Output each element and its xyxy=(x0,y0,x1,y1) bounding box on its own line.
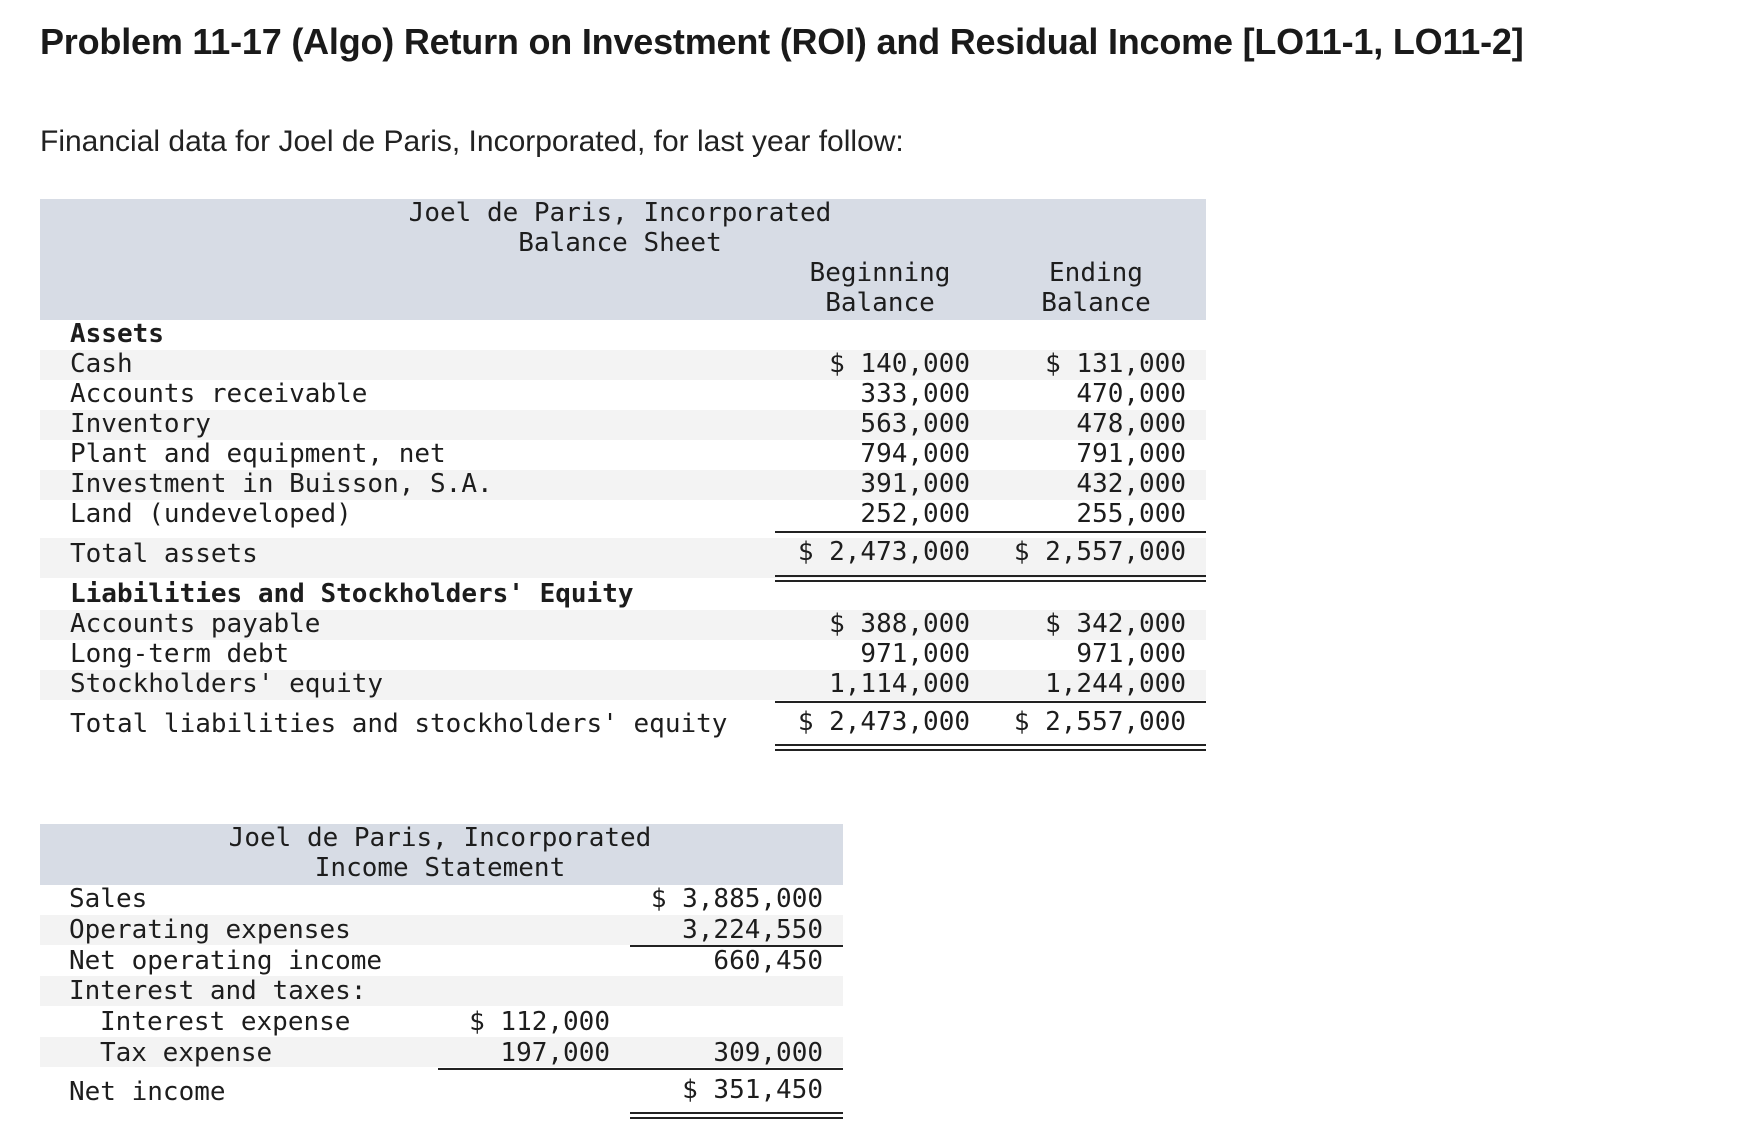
asset-label-plant-equipment: Plant and equipment, net xyxy=(70,439,446,469)
interest-expense-label: Interest expense xyxy=(100,1007,351,1037)
net-income-value: $ 351,450 xyxy=(682,1075,823,1105)
net-operating-income-label: Net operating income xyxy=(69,946,383,976)
net-operating-income-value: 660,450 xyxy=(713,946,823,976)
col-header-ending-line1: Ending xyxy=(1049,258,1143,288)
total-liabilities-beginning: $ 2,473,000 xyxy=(797,707,970,737)
asset-label-inventory: Inventory xyxy=(70,409,211,439)
col-header-beginning-line1: Beginning xyxy=(809,258,951,288)
assets-header: Assets xyxy=(70,319,164,349)
liability-beginning-stockholders-equity: 1,114,000 xyxy=(829,669,970,699)
asset-ending-inventory: 478,000 xyxy=(1076,409,1186,439)
operating-expenses-value: 3,224,550 xyxy=(682,915,823,945)
asset-label-investment-buisson: Investment in Buisson, S.A. xyxy=(70,469,493,499)
liability-beginning-accounts-payable: $ 388,000 xyxy=(829,609,970,639)
interest-expense-value: $ 112,000 xyxy=(469,1007,610,1037)
income-statement-company: Joel de Paris, Incorporated xyxy=(228,823,652,853)
asset-beginning-cash: $ 140,000 xyxy=(829,349,970,379)
liability-ending-stockholders-equity: 1,244,000 xyxy=(1045,669,1186,699)
net-income-label: Net income xyxy=(69,1077,226,1107)
asset-ending-land: 255,000 xyxy=(1076,499,1186,529)
total-assets-label: Total assets xyxy=(70,539,258,569)
double-rule-total-liabilities xyxy=(775,744,1206,751)
asset-beginning-land: 252,000 xyxy=(860,499,970,529)
interest-and-taxes-total: 309,000 xyxy=(713,1038,823,1068)
liability-label-accounts-payable: Accounts payable xyxy=(70,609,321,639)
intro-text: Financial data for Joel de Paris, Incorporated, for last year follow: xyxy=(40,125,904,158)
sales-value: $ 3,885,000 xyxy=(650,884,823,914)
subtotal-rule-assets xyxy=(775,531,1206,533)
asset-beginning-investment-buisson: 391,000 xyxy=(860,469,970,499)
total-assets-ending: $ 2,557,000 xyxy=(1013,537,1186,567)
col-header-ending-line2: Balance xyxy=(1041,288,1151,318)
asset-beginning-inventory: 563,000 xyxy=(860,409,970,439)
total-liabilities-ending: $ 2,557,000 xyxy=(1013,707,1186,737)
double-rule-net-income xyxy=(630,1112,843,1119)
asset-label-land: Land (undeveloped) xyxy=(70,499,352,529)
asset-ending-plant-equipment: 791,000 xyxy=(1076,439,1186,469)
col-header-beginning-line2: Balance xyxy=(825,288,935,318)
asset-label-cash: Cash xyxy=(70,349,133,379)
balance-sheet-statement-name: Balance Sheet xyxy=(518,228,722,258)
asset-ending-investment-buisson: 432,000 xyxy=(1076,469,1186,499)
tax-expense-value: 197,000 xyxy=(500,1038,610,1068)
double-rule-total-assets xyxy=(775,575,1206,582)
asset-beginning-accounts-receivable: 333,000 xyxy=(860,379,970,409)
problem-title: Problem 11-17 (Algo) Return on Investment (ROI) and Residual Income [LO11-1, LO11-2] xyxy=(40,21,1524,62)
liability-beginning-long-term-debt: 971,000 xyxy=(860,639,970,669)
liability-ending-long-term-debt: 971,000 xyxy=(1076,639,1186,669)
liability-label-stockholders-equity: Stockholders' equity xyxy=(70,669,384,699)
asset-label-accounts-receivable: Accounts receivable xyxy=(70,379,368,409)
balance-sheet-company: Joel de Paris, Incorporated xyxy=(408,198,832,228)
liability-ending-accounts-payable: $ 342,000 xyxy=(1045,609,1186,639)
asset-ending-cash: $ 131,000 xyxy=(1045,349,1186,379)
sales-label: Sales xyxy=(69,884,148,914)
tax-expense-label: Tax expense xyxy=(100,1038,273,1068)
asset-ending-accounts-receivable: 470,000 xyxy=(1076,379,1186,409)
asset-beginning-plant-equipment: 794,000 xyxy=(860,439,970,469)
subtotal-rule-taxes xyxy=(438,1068,843,1070)
liabilities-header: Liabilities and Stockholders' Equity xyxy=(70,579,634,609)
operating-expenses-label: Operating expenses xyxy=(69,915,351,945)
total-assets-beginning: $ 2,473,000 xyxy=(797,537,970,567)
income-statement-name: Income Statement xyxy=(314,853,566,883)
liability-label-long-term-debt: Long-term debt xyxy=(70,639,290,669)
interest-and-taxes-label: Interest and taxes: xyxy=(69,976,367,1006)
total-liabilities-label: Total liabilities and stockholders' equity xyxy=(70,709,728,739)
subtotal-rule-liabilities xyxy=(775,701,1206,703)
